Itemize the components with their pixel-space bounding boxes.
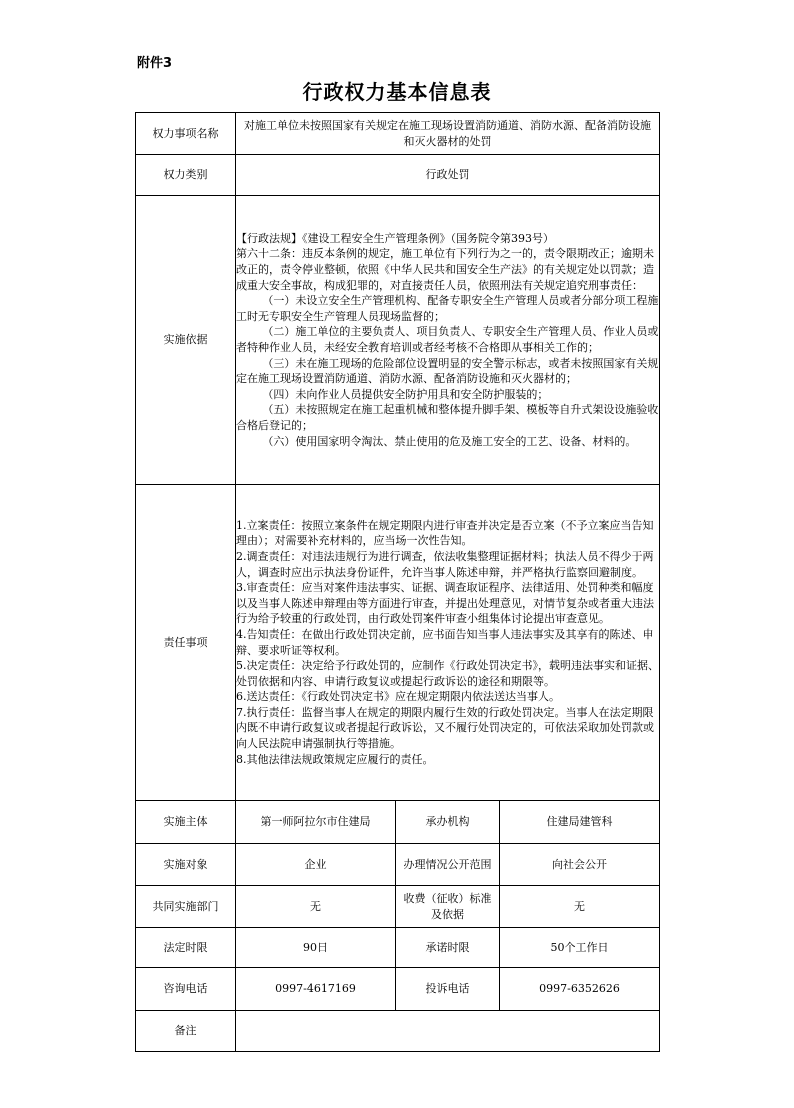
agency-value: 住建局建管科 [500,801,660,844]
resp-paragraph: 2.调查责任：对违法违规行为进行调查，依法收集整理证据材料；执法人员不得少于两人，调查时应出示执法身份证件，允许当事人陈述申辩，并严格执行监察回避制度。 [236,549,654,579]
name-label: 权力事项名称 [136,113,236,155]
basis-label: 实施依据 [136,196,236,485]
target-label: 实施对象 [136,844,236,886]
basis-paragraph: （三）未在施工现场的危险部位设置明显的安全警示标志，或者未按照国家有关规定在施工现场设置消防通道、消防水源、配备消防设施和灭火器材的； [236,356,659,386]
basis-paragraph: （四）未向作业人员提供安全防护用具和安全防护服装的； [262,387,549,401]
resp-paragraph: 4.告知责任：在做出行政处罚决定前，应书面告知当事人违法事实及其享有的陈述、申辩、要求听证等权利。 [236,627,654,657]
row-phone [136,968,660,1011]
target-value: 企业 [236,844,396,886]
disclosure-value: 向社会公开 [500,844,660,886]
promise-limit-label: 承诺时限 [396,928,500,968]
row-basis [136,196,660,485]
joint-label: 共同实施部门 [136,886,236,928]
row-category [136,155,660,196]
basis-paragraph: 【行政法规】《建设工程安全生产管理条例》（国务院令第393号） [236,231,554,245]
row-subject [136,801,660,844]
row-responsibility [136,485,660,801]
info-table [135,112,660,1052]
row-time-limit [136,928,660,968]
consult-label: 咨询电话 [136,968,236,1011]
resp-label: 责任事项 [136,485,236,801]
resp-paragraph: 3.审查责任：应当对案件违法事实、证据、调查取证程序、法律适用、处罚种类和幅度以及当事人陈述申辩理由等方面进行审查，并提出处理意见，对情节复杂或者重大违法行为给予较重的行政处罚，由行政处罚案件审查小组集体讨论提出审查意见。 [236,581,654,626]
row-remark [136,1011,660,1052]
basis-content [236,196,660,485]
row-joint [136,886,660,928]
remark-value [236,1011,660,1052]
legal-limit-label: 法定时限 [136,928,236,968]
resp-paragraph: 5.决定责任：决定给予行政处罚的，应制作《行政处罚决定书》，载明违法事实和证据、处罚依据和内容、申请行政复议或提起行政诉讼的途径和期限等。 [236,659,659,688]
subject-label: 实施主体 [136,801,236,844]
promise-limit-value: 50个工作日 [500,928,660,968]
resp-content [236,485,660,801]
page-title: 行政权力基本信息表 [302,80,492,104]
basis-paragraph: 第六十二条：违反本条例的规定，施工单位有下列行为之一的，责令限期改正；逾期未改正的，责令停业整顿，依照《中华人民共和国安全生产法》的有关规定处以罚款；造成重大安全事故，构成犯罪的，对直接责任人员，依照刑法有关规定追究刑事责任： [236,247,654,292]
basis-paragraph: （一）未设立安全生产管理机构、配备专职安全生产管理人员或者分部分项工程施工时无专职安全生产管理人员现场监督的； [236,294,659,323]
fee-value: 无 [500,886,660,928]
resp-paragraph: 6.送达责任：《行政处罚决定书》应在规定期限内依法送达当事人。 [236,690,560,704]
consult-value: 0997-4617169 [236,968,396,1011]
row-target [136,844,660,886]
category-label: 权力类别 [136,155,236,196]
complaint-value: 0997-6352626 [500,968,660,1011]
remark-label: 备注 [136,1011,236,1052]
disclosure-label: 办理情况公开范围 [396,844,500,886]
resp-paragraph: 7.执行责任：监督当事人在规定的期限内履行生效的行政处罚决定。当事人在法定期限内既不申请行政复议或者提起行政诉讼，又不履行处罚决定的，可依法采取加处罚款或向人民法院申请强制执行等措施。 [236,705,654,751]
row-name [136,113,660,155]
legal-limit-value: 90日 [236,928,396,968]
basis-paragraph: （五）未按照规定在施工起重机械和整体提升脚手架、模板等自升式架设设施验收合格后登记的； [236,403,659,432]
fee-label: 收费（征收）标准及依据 [396,886,500,928]
joint-value: 无 [236,886,396,928]
attachment-label: 附件3 [137,56,173,71]
resp-paragraph: 1.立案责任：按照立案条件在规定期限内进行审查并决定是否立案（不予立案应当告知理由）；对需要补充材料的，应当场一次性告知。 [236,518,654,548]
complaint-label: 投诉电话 [396,968,500,1011]
agency-label: 承办机构 [396,801,500,844]
subject-value: 第一师阿拉尔市住建局 [236,801,396,844]
category-value: 行政处罚 [236,155,660,196]
resp-paragraph: 8.其他法律法规政策规定应履行的责任。 [236,752,434,766]
basis-paragraph: （六）使用国家明令淘汰、禁止使用的危及施工安全的工艺、设备、材料的。 [262,434,637,448]
name-value: 对施工单位未按照国家有关规定在施工现场设置消防通道、消防水源、配备消防设施和灭火器材的处罚 [236,113,660,155]
basis-paragraph: （二）施工单位的主要负责人、项目负责人、专职安全生产管理人员、作业人员或者特种作业人员，未经安全教育培训或者经考核不合格即从事相关工作的； [236,325,659,354]
